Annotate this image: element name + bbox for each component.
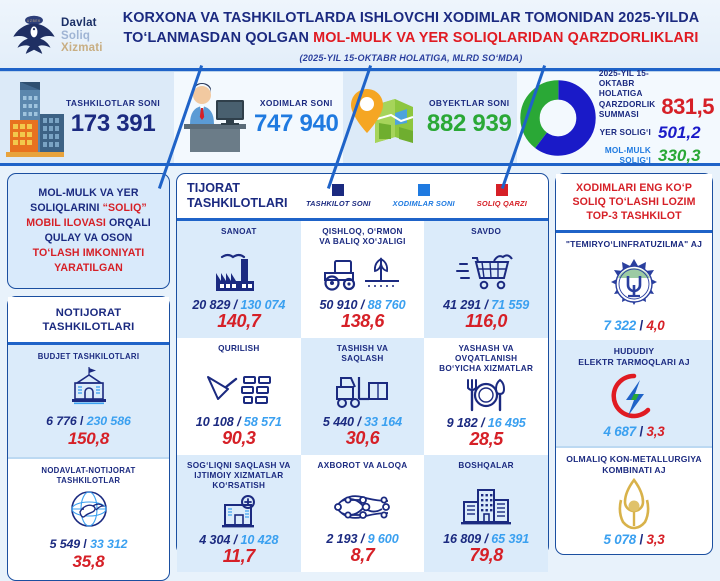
sector-numbers-transport: 5 440 / 33 164: [322, 414, 403, 429]
sector-cell-transport: [301, 338, 425, 455]
legend-swatch-orgs: [332, 184, 344, 196]
stat-organizations-label: TASHKILOTLAR SONI: [66, 97, 161, 108]
top3-icon-wrap: [604, 368, 664, 424]
commercial-title-line-1: TIJORAT: [187, 181, 240, 195]
promo-text: [26, 186, 151, 276]
sector-numbers-others: 16 809 / 65 391: [443, 531, 530, 546]
eagle-emblem-icon: [12, 14, 56, 58]
top3-railway-label: "TEMIRYO‘LINFRATUZILMA" AJ: [565, 239, 703, 250]
promo-line-1: MOL-MULK VA YER: [38, 187, 139, 199]
summary-stats-band: [0, 68, 720, 166]
hosp-label-line-3: BO‘YICHA XIZMATLAR: [439, 364, 534, 374]
sector-cell-agriculture: [301, 221, 425, 338]
hosp-orgs: 9 182: [446, 415, 478, 430]
main-content: [0, 166, 720, 572]
agri-employees: 88 760: [367, 297, 406, 312]
sector-label-transport: [337, 344, 388, 366]
hospital-icon: [211, 493, 267, 531]
legend-label-debt: SOLIQ QARZI: [476, 198, 527, 208]
sector-numbers-trade: 41 291 / 71 559: [443, 297, 530, 312]
sector-label-sanoat: SANOAT: [220, 226, 257, 236]
top3-olmaliq-label: [566, 454, 702, 476]
promo-line-3-plain: ORQALI: [109, 217, 151, 230]
donut-segment-property-value: 330,3: [657, 146, 701, 166]
top3-title-line-1: XODIMLARI ENG KO‘P: [576, 182, 692, 194]
health-debt: 11,7: [222, 545, 255, 566]
sanoat-employees: 130 074: [240, 297, 286, 312]
promo-line-2-plain: SOLIQLARINI: [30, 202, 103, 215]
factory-icon: [208, 251, 270, 295]
promo-line-2-red: “SOLIQ”: [102, 202, 147, 215]
agri-debt: 138,6: [340, 310, 385, 331]
ict-debt: 8,7: [350, 544, 375, 565]
page-subtitle: (2025-YIL 15-OKTABR HOLATIGA, MLRD SO‘MDA): [299, 52, 523, 63]
hosp-employees: 16 495: [487, 415, 526, 430]
mobile-app-promo-card: [7, 173, 170, 289]
tractor-plant-icon: [319, 253, 405, 293]
nonprofit-item-budget-numbers: 6 776 / 230 586: [46, 413, 131, 428]
page-header: [0, 0, 720, 68]
nonprofit-budget-debt: 150,8: [67, 428, 110, 448]
right-column: [555, 173, 713, 555]
transport-label-line-2: SAQLASH: [341, 354, 384, 364]
sector-cell-others: [424, 455, 548, 572]
sector-label-agriculture: [319, 227, 405, 249]
electric-employees: 4 687: [603, 423, 636, 439]
sector-numbers-agriculture: 50 910 / 88 760: [319, 297, 406, 312]
health-label-line-3: KO‘RSATISH: [212, 481, 266, 491]
sector-cell-ict: [301, 455, 425, 572]
sector-label-health: [187, 461, 291, 492]
stat-objects: [343, 72, 517, 163]
sector-cell-sanoat: [177, 221, 301, 338]
transport-label-line-1: TASHISH VA: [336, 343, 389, 353]
sector-icon-wrap: [211, 493, 267, 531]
top3-item-olmaliq: [556, 448, 712, 554]
donut-segment-land: [599, 123, 714, 143]
sector-icon-wrap: [456, 484, 516, 530]
nonprofit-card: [7, 296, 170, 581]
commercial-card-header: [177, 174, 548, 221]
legend-label-orgs: TASHKILOT SONI: [305, 198, 371, 208]
nonprofit-item-budget-label: BUDJET TASHKILOTLARI: [37, 352, 140, 362]
nonprofit-budget-employees: 230 586: [86, 413, 131, 428]
constr-orgs: 10 108: [195, 414, 234, 429]
sector-label-construction: QURILISH: [218, 343, 260, 353]
commercial-card: [176, 173, 549, 566]
nonprofit-item-ngo: [8, 459, 169, 580]
nonprofit-item-budget: [8, 345, 169, 459]
nonprofit-budget-orgs: 6 776: [46, 413, 77, 428]
nonprofit-ngo-debt: 35,8: [72, 552, 105, 572]
sector-icon-wrap: [208, 250, 270, 296]
nonprofit-ngo-orgs: 5 549: [49, 537, 81, 552]
constr-employees: 58 571: [243, 414, 282, 429]
others-debt: 79,8: [469, 544, 503, 565]
city-buildings-icon: [4, 76, 66, 160]
top3-item-electric: [556, 340, 712, 448]
sector-icon-wrap: [329, 367, 395, 413]
nonprofit-title-line-1: NOTIJORAT: [55, 307, 122, 320]
promo-line-3-red: MOBIL ILOVASI: [26, 217, 110, 230]
promo-line-5: TO‘LASH IMKONIYATI: [32, 247, 145, 260]
logo-line-2: Soliq: [61, 29, 91, 42]
sanoat-debt: 140,7: [217, 310, 261, 331]
promo-line-4: QULAY VA OSON: [44, 232, 133, 245]
transport-orgs: 5 440: [322, 414, 354, 429]
ict-orgs: 2 193: [326, 531, 358, 546]
brand-logo: [8, 14, 120, 58]
network-nodes-icon: [326, 487, 398, 527]
title-line-1: KORXONA VA TASHKILOTLARDA ISHLOVCHI XODIMLAR TOMONIDAN 2025-YILDA: [122, 10, 700, 27]
nonprofit-ngo-label-line-1: NODAVLAT-NOTIJORAT: [41, 465, 136, 475]
sector-icon-wrap: [454, 250, 518, 296]
top3-electric-label: [578, 346, 689, 368]
logo-line-3: Xizmati: [61, 42, 103, 55]
nonprofit-card-title: [8, 297, 169, 345]
stat-objects-label: OBYEKTLAR SONI: [428, 97, 510, 108]
sector-label-hospitality: [439, 344, 533, 375]
title-line-2-plain: TO‘LANMASDAN QOLGAN: [123, 29, 314, 46]
sector-cell-construction: [177, 338, 301, 455]
sector-label-ict: AXBOROT VA ALOQA: [317, 460, 408, 470]
transport-employees: 33 164: [364, 414, 403, 429]
sector-cell-health: [177, 455, 301, 572]
commercial-title-line-2: TASHKILOTLARI: [187, 196, 288, 211]
sector-icon-wrap: [458, 376, 514, 414]
office-worker-desk-icon: [176, 82, 254, 154]
sector-numbers-ict: 2 193 / 9 600: [326, 531, 399, 546]
health-label-line-1: SOG‘LIQNI SAQLASH VA: [187, 460, 291, 470]
trowel-bricks-icon: [204, 369, 274, 411]
top3-title-line-3: TOP-3 TASHKILOT: [586, 209, 682, 222]
government-building-icon: [61, 365, 117, 407]
legend-label-employees: XODIMLAR SONI: [392, 198, 455, 208]
railway-debt: 4,0: [646, 317, 665, 333]
donut-total-value: 831,5: [661, 94, 714, 120]
trade-debt: 116,0: [465, 310, 508, 331]
olmaliq-label-line-1: OLMALIQ KON-METALLURGIYA: [566, 453, 702, 464]
promo-line-6: YARATILGAN: [54, 262, 123, 275]
hosp-debt: 28,5: [469, 428, 503, 449]
logo-line-1: Davlat: [61, 17, 97, 30]
nonprofit-title-line-2: TASHKILOTLARI: [42, 321, 135, 334]
stat-debt-donut: [517, 68, 720, 166]
sector-label-trade: SAVDO: [471, 226, 502, 236]
sector-cell-hospitality: [424, 338, 548, 455]
railway-employees: 7 322: [603, 317, 636, 333]
olmaliq-employees: 5 078: [603, 532, 636, 547]
health-label-line-2: IJTIMOIY XIZMATLAR: [194, 471, 284, 481]
trade-orgs: 41 291: [443, 297, 482, 312]
agri-orgs: 50 910: [319, 297, 358, 312]
stat-objects-value: 882 939: [426, 109, 512, 137]
legend-swatch-employees: [418, 184, 430, 196]
hosp-label-line-2: OVQATLANISH: [455, 354, 518, 364]
sanoat-orgs: 20 829: [192, 297, 231, 312]
sector-icon-wrap: [326, 484, 398, 530]
top3-electric-numbers: 4 687 / 3,3: [603, 423, 665, 439]
agri-label-line-1: QISHLOQ, O‘RMON: [322, 226, 403, 236]
title-line-2: [120, 29, 702, 48]
top3-railway-numbers: 7 322 / 4,0: [603, 317, 665, 333]
donut-segment-land-label: YER SOLIG‘I: [599, 128, 651, 138]
railway-emblem-icon: [606, 256, 662, 312]
donut-segment-property-label: MOL-MULK SOLIG‘I: [604, 146, 651, 166]
sector-numbers-sanoat: 20 829 / 130 074: [192, 297, 286, 312]
commercial-sector-grid: [177, 221, 548, 572]
globe-dove-icon: [66, 488, 112, 530]
svg-text:UZBEK: UZBEK: [27, 18, 41, 23]
donut-caption-line-1: 2025-YIL 15-OKTABR HOLATIGA: [598, 68, 649, 99]
cutlery-plate-icon: [458, 376, 514, 414]
nonprofit-ngo-label-line-2: TASHKILOTLAR: [56, 475, 121, 485]
transport-debt: 30,6: [345, 427, 380, 448]
forklift-icon: [329, 369, 395, 411]
top3-icon-wrap: [606, 251, 662, 317]
title-line-2-highlight: MOL-MULK VA YER SOLIQLARIDAN QARZDORLIKLARI: [313, 29, 699, 46]
olmaliq-debt: 3,3: [646, 532, 665, 547]
donut-caption: [599, 69, 656, 120]
sector-numbers-hospitality: 9 182 / 16 495: [446, 415, 526, 430]
sector-numbers-health: 4 304 / 10 428: [199, 532, 279, 547]
left-column: [7, 173, 170, 572]
middle-column: [176, 173, 549, 566]
health-orgs: 4 304: [199, 532, 231, 547]
legend-item-orgs: [306, 184, 371, 208]
top3-card-title: [556, 174, 712, 233]
top3-card: [555, 173, 713, 555]
stat-employees: [174, 72, 343, 163]
top3-icon-wrap: [609, 476, 659, 532]
sector-cell-trade: [424, 221, 548, 338]
sector-numbers-construction: 10 108 / 58 571: [195, 414, 282, 429]
sector-icon-wrap: [204, 367, 274, 413]
debt-donut-chart: [521, 81, 595, 155]
top3-olmaliq-numbers: 5 078 / 3,3: [603, 532, 665, 547]
stat-organizations-value: 173 391: [70, 109, 156, 137]
stat-employees-value: 747 940: [253, 109, 339, 137]
city-blocks-icon: [456, 486, 516, 528]
nonprofit-ngo-employees: 33 312: [90, 537, 128, 552]
top3-title-line-2: SOLIQ TO‘LASHI LOZIM: [572, 195, 696, 208]
electric-label-line-1: HUDUDIY: [613, 345, 655, 356]
donut-segment-property: [599, 146, 714, 166]
electric-debt: 3,3: [646, 423, 665, 439]
stat-employees-label: XODIMLAR SONI: [259, 97, 333, 108]
donut-segment-land-value: 501,2: [657, 123, 701, 143]
electric-label-line-2: ELEKTR TARMOQLARI AJ: [578, 356, 690, 367]
sector-label-others: BOSHQALAR: [458, 460, 514, 470]
others-employees: 65 391: [491, 531, 530, 546]
donut-caption-line-2: QARZDORLIK SUMMASI: [598, 99, 656, 119]
hosp-label-line-1: YASHASH VA: [458, 343, 514, 353]
sector-icon-wrap: [319, 250, 405, 296]
legend-item-employees: [393, 184, 455, 208]
nonprofit-item-ngo-label: [12, 466, 165, 485]
commercial-card-title: [187, 181, 295, 212]
olmaliq-label-line-2: KOMBINATI AJ: [602, 464, 666, 475]
amkmk-flame-logo-icon: [609, 476, 659, 532]
agri-label-line-2: VA BALIQ XO‘JALIGI: [319, 237, 406, 247]
health-employees: 10 428: [240, 532, 279, 547]
top3-item-railway: [556, 233, 712, 339]
nonprofit-item-ngo-numbers: 5 549 / 33 312: [49, 537, 128, 552]
others-orgs: 16 809: [443, 531, 482, 546]
shopping-cart-icon: [454, 252, 518, 294]
page-title: [120, 9, 712, 62]
ict-employees: 9 600: [367, 531, 399, 546]
stat-organizations: [0, 72, 174, 163]
electric-grid-logo-icon: [604, 370, 664, 422]
trade-employees: 71 559: [491, 297, 530, 312]
constr-debt: 90,3: [222, 427, 256, 448]
